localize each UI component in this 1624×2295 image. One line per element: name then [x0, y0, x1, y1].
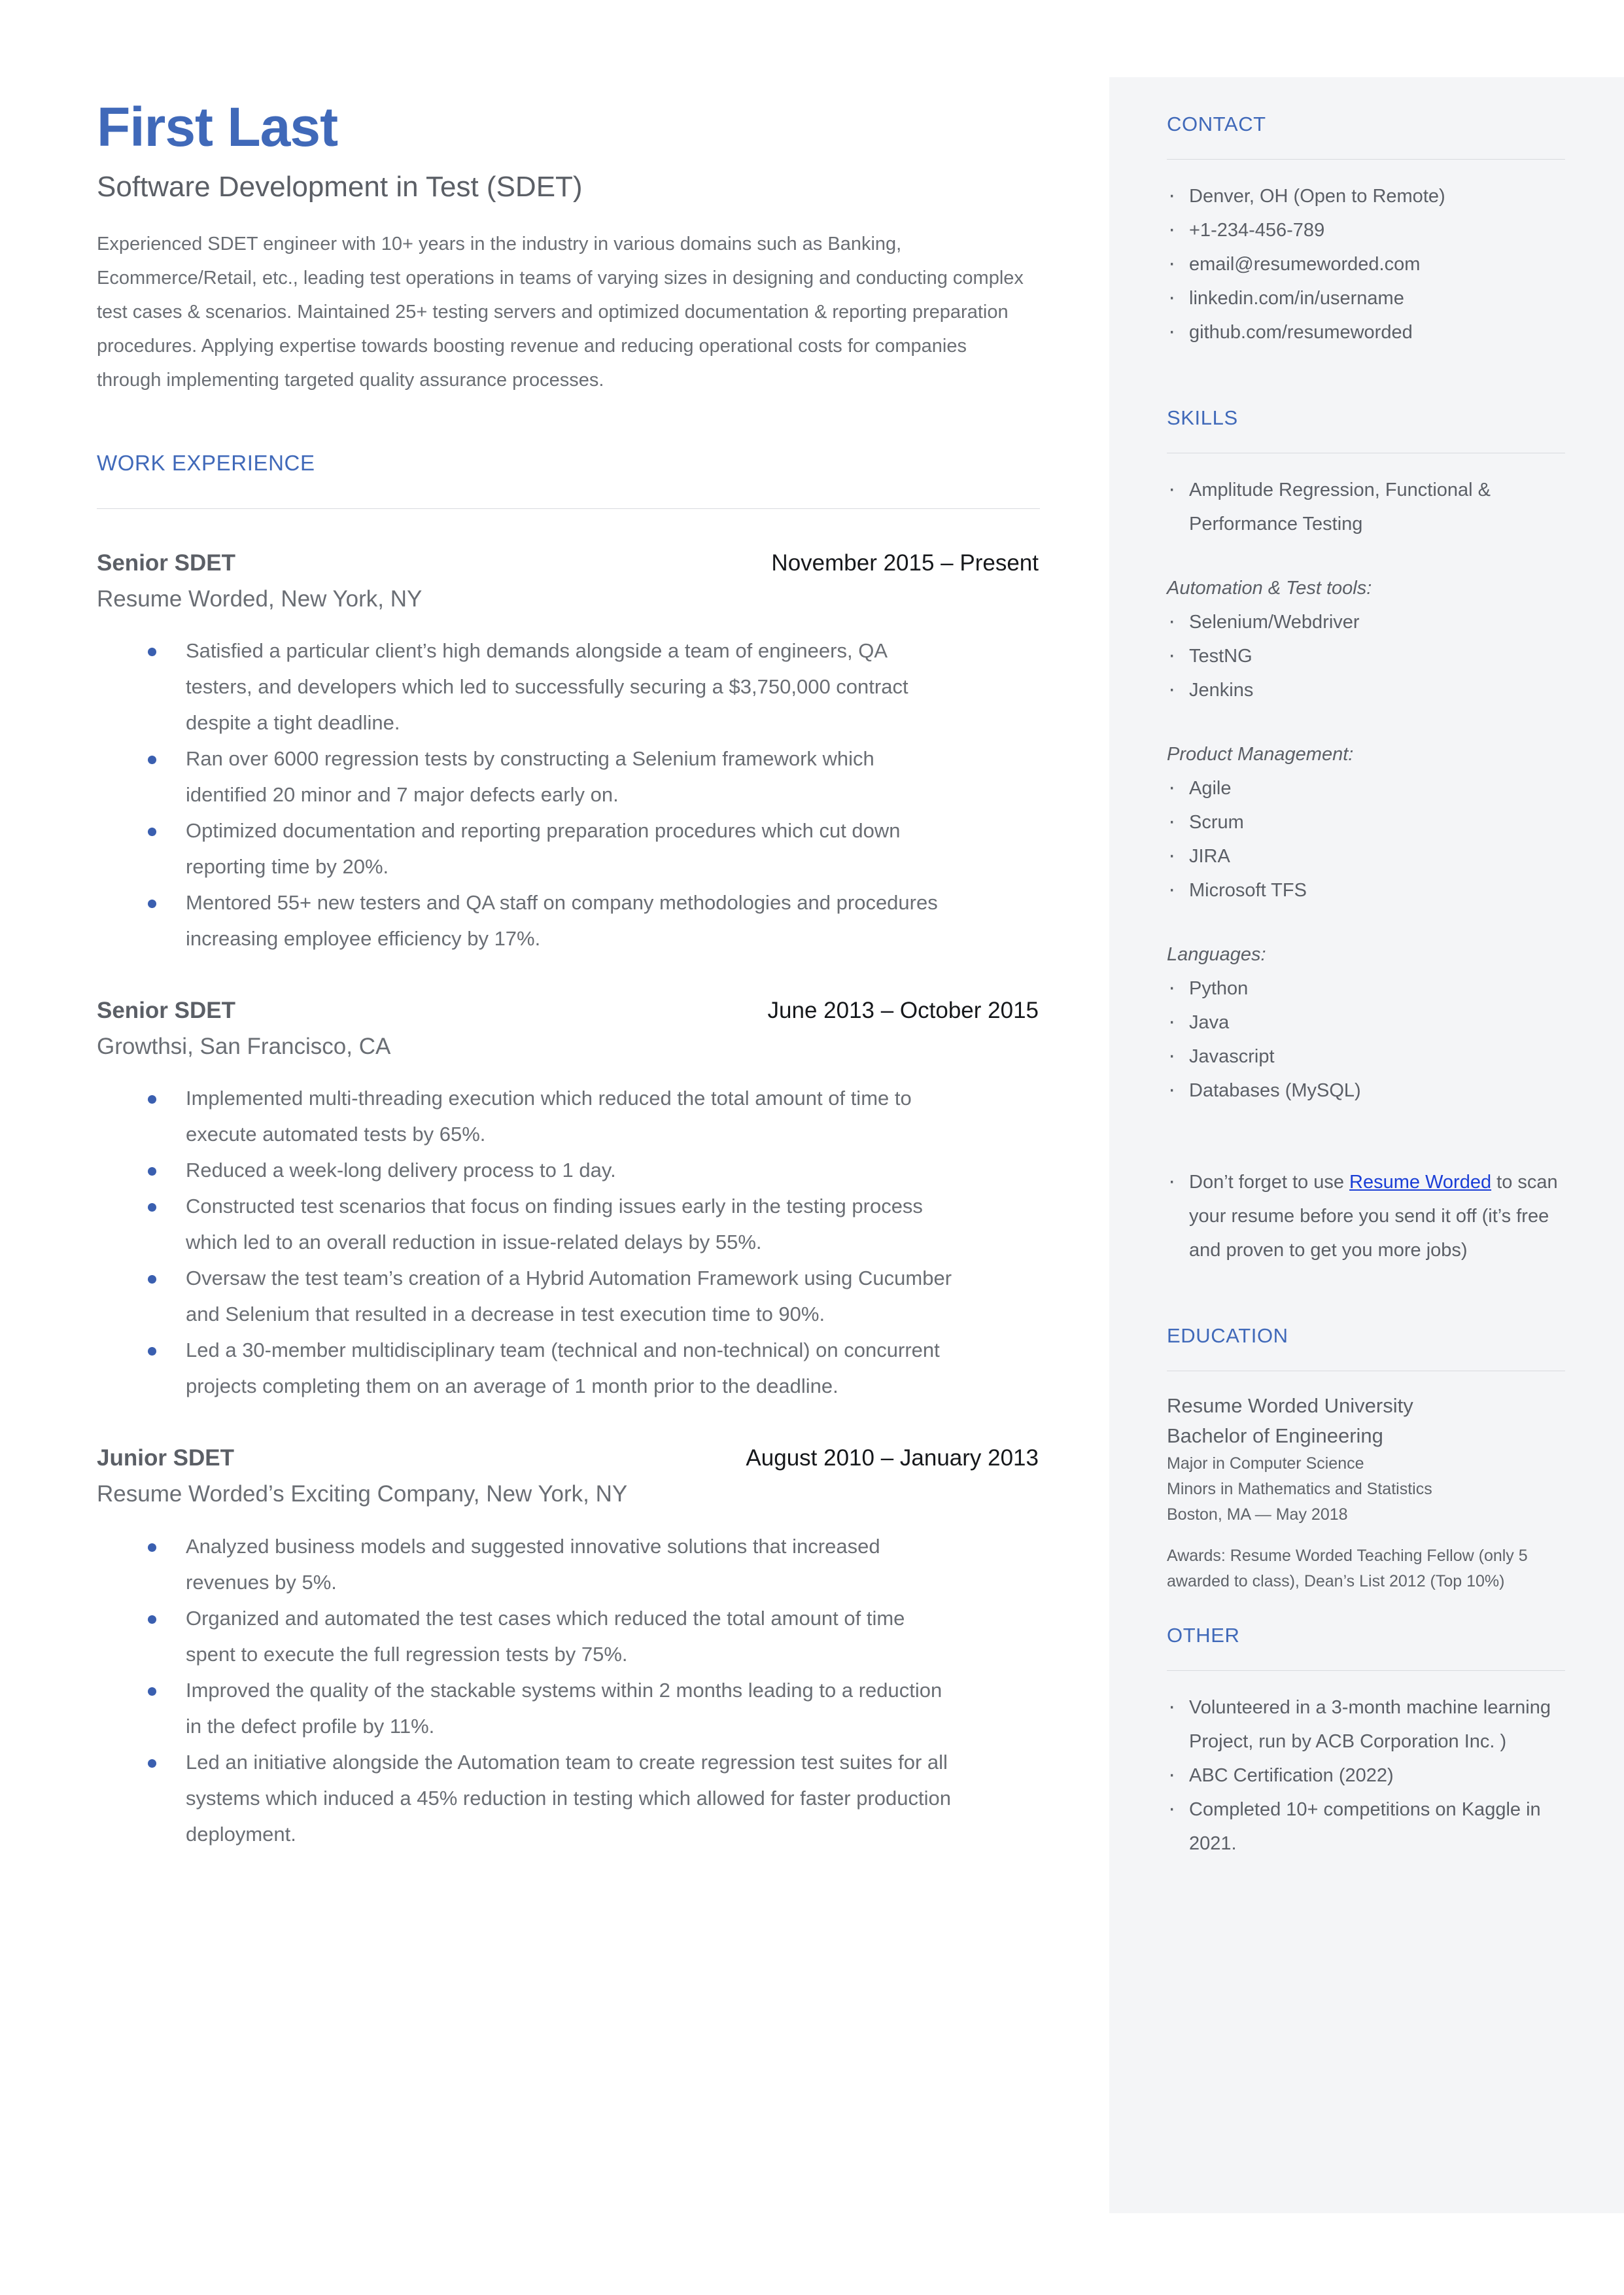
skills-group-label: Languages: — [1167, 944, 1266, 966]
job-title: Senior SDET — [97, 550, 235, 576]
spacer — [1167, 1108, 1565, 1165]
education-major: Major in Computer Science — [1167, 1454, 1364, 1473]
job-bullet: Analyzed business models and suggested innovative solutions that increased revenues by 5%. — [97, 1528, 954, 1600]
work-experience-divider — [97, 508, 1040, 509]
contact-heading: CONTACT — [1167, 113, 1266, 135]
contact-github[interactable]: · github.com/resumeworded — [1167, 315, 1565, 349]
job-entry — [97, 550, 1045, 956]
job-title: Senior SDET — [97, 998, 235, 1024]
job-bullet-list — [97, 1528, 1045, 1852]
candidate-name: First Last — [97, 96, 338, 158]
skills-top-list — [1167, 473, 1565, 541]
resume-worded-link[interactable]: Resume Worded — [1349, 1172, 1492, 1193]
spacer — [1167, 707, 1565, 737]
skills-group-label: Product Management: — [1167, 744, 1354, 765]
other-heading: OTHER — [1167, 1624, 1240, 1647]
sidebar — [1109, 77, 1624, 2213]
summary-paragraph: Experienced SDET engineer with 10+ years in the industry in various domains such as Banking, Ecommerce/Retail, etc., leading test operations in teams of varying sizes in designing and conducting complex test cases & scenarios. Maintained 25+ testing servers and optimized documentation & reporting preparation procedures. Applying expertise towards boosting revenue and reducing operational costs for companies through implementing targeted quality assurance processes. — [97, 233, 1024, 391]
spacer — [1167, 1594, 1565, 1624]
job-bullet: Constructed test scenarios that focus on finding issues early in the testing process which led to an overall reduction in issue-related delays by 55%. — [97, 1188, 954, 1260]
skill-item: · Agile — [1167, 771, 1565, 805]
spacer — [1167, 349, 1565, 407]
promo-suffix: to scan your resume before you send it off (it’s free and proven to get you more jobs) — [1189, 1172, 1558, 1261]
education-degree: Bachelor of Engineering — [1167, 1424, 1383, 1448]
contact-phone[interactable]: · +1-234-456-789 — [1167, 213, 1565, 247]
skill-item: · Java — [1167, 1006, 1565, 1040]
main-column — [97, 98, 1045, 1852]
job-bullet: Mentored 55+ new testers and QA staff on company methodologies and procedures increasing employee efficiency by 17%. — [97, 885, 954, 956]
job-bullet: Led an initiative alongside the Automation team to create regression test suites for all systems which induced a 45% reduction in testing which allowed for faster production deployment. — [97, 1744, 954, 1852]
skills-group-label: Automation & Test tools: — [1167, 578, 1372, 599]
spacer — [1167, 1371, 1565, 1391]
work-experience-heading: WORK EXPERIENCE — [97, 450, 315, 475]
promo-prefix: Don’t forget to use — [1189, 1172, 1350, 1193]
candidate-headline: Software Development in Test (SDET) — [97, 171, 583, 203]
contact-list — [1167, 179, 1565, 349]
education-heading: EDUCATION — [1167, 1324, 1288, 1348]
job-bullet: Optimized documentation and reporting preparation procedures which cut down reporting time by 20%. — [97, 813, 954, 885]
job-bullet: Ran over 6000 regression tests by constructing a Selenium framework which identified 20 minor and 7 major defects early on. — [97, 741, 954, 813]
job-entry — [97, 1445, 1045, 1851]
job-title: Junior SDET — [97, 1445, 235, 1471]
contact-linkedin[interactable]: · linkedin.com/in/username — [1167, 281, 1565, 315]
skill-item: · Jenkins — [1167, 673, 1565, 707]
other-list — [1167, 1691, 1565, 1861]
spacer — [1167, 160, 1565, 179]
job-bullet: Implemented multi-threading execution which reduced the total amount of time to execute automated tests by 65%. — [97, 1080, 954, 1152]
education-minors: Minors in Mathematics and Statistics — [1167, 1480, 1432, 1499]
spacer — [1167, 453, 1565, 473]
other-item: · Completed 10+ competitions on Kaggle in 2021. — [1167, 1793, 1565, 1861]
skill-item: · TestNG — [1167, 639, 1565, 673]
education-awards: Awards: Resume Worded Teaching Fellow (only 5 awarded to class), Dean’s List 2012 (Top 10%) — [1167, 1547, 1528, 1591]
skill-item: · Scrum — [1167, 805, 1565, 839]
skill-item: · Amplitude Regression, Functional & Performance Testing — [1167, 473, 1565, 541]
job-date-range: August 2010 – January 2013 — [746, 1445, 1039, 1471]
education-school: Resume Worded University — [1167, 1394, 1413, 1418]
job-bullet: Reduced a week-long delivery process to 1 day. — [97, 1152, 954, 1188]
job-bullet: Improved the quality of the stackable systems within 2 months leading to a reduction in the defect profile by 11%. — [97, 1672, 954, 1744]
promo-item — [1167, 1165, 1565, 1267]
skills-group-list — [1167, 771, 1565, 907]
job-company: Resume Worded, New York, NY — [97, 586, 423, 612]
job-bullet-list — [97, 633, 1045, 956]
contact-email[interactable]: · email@resumeworded.com — [1167, 247, 1565, 281]
skills-group-list — [1167, 605, 1565, 707]
other-item: · Volunteered in a 3-month machine learning Project, run by ACB Corporation Inc. ) — [1167, 1691, 1565, 1759]
job-company: Growthsi, San Francisco, CA — [97, 1034, 391, 1060]
job-company: Resume Worded’s Exciting Company, New York, NY — [97, 1481, 628, 1507]
skills-heading: SKILLS — [1167, 406, 1238, 430]
spacer — [1167, 907, 1565, 937]
spacer — [1167, 1671, 1565, 1691]
spacer — [1167, 1267, 1565, 1325]
other-item: · ABC Certification (2022) — [1167, 1759, 1565, 1793]
education-location-date: Boston, MA — May 2018 — [1167, 1505, 1348, 1524]
spacer — [1167, 541, 1565, 571]
promo-list — [1167, 1165, 1565, 1267]
skill-item: · Databases (MySQL) — [1167, 1074, 1565, 1108]
job-bullet-list — [97, 1080, 1045, 1404]
skill-item: · JIRA — [1167, 839, 1565, 873]
skill-item: · Python — [1167, 972, 1565, 1006]
contact-location: · Denver, OH (Open to Remote) — [1167, 179, 1565, 213]
job-bullet: Oversaw the test team’s creation of a Hybrid Automation Framework using Cucumber and Selenium that resulted in a decrease in test execution time to 90%. — [97, 1260, 954, 1332]
job-bullet: Satisfied a particular client’s high demands alongside a team of engineers, QA testers, and developers which led to successfully securing a $3,750,000 contract despite a tight deadline. — [97, 633, 954, 741]
job-header-row — [97, 550, 1039, 577]
skills-group-list — [1167, 972, 1565, 1108]
job-bullet: Organized and automated the test cases which reduced the total amount of time spent to execute the full regression tests by 75%. — [97, 1600, 954, 1672]
skill-item: · Microsoft TFS — [1167, 873, 1565, 907]
job-date-range: November 2015 – Present — [771, 550, 1039, 576]
job-header-row — [97, 997, 1039, 1025]
job-entry — [97, 997, 1045, 1404]
job-bullet: Led a 30-member multidisciplinary team (technical and non-technical) on concurrent projects completing them on an average of 1 month prior to the deadline. — [97, 1332, 954, 1404]
job-date-range: June 2013 – October 2015 — [767, 998, 1039, 1024]
skill-item: · Selenium/Webdriver — [1167, 605, 1565, 639]
skill-item: · Javascript — [1167, 1040, 1565, 1074]
job-header-row — [97, 1445, 1039, 1472]
